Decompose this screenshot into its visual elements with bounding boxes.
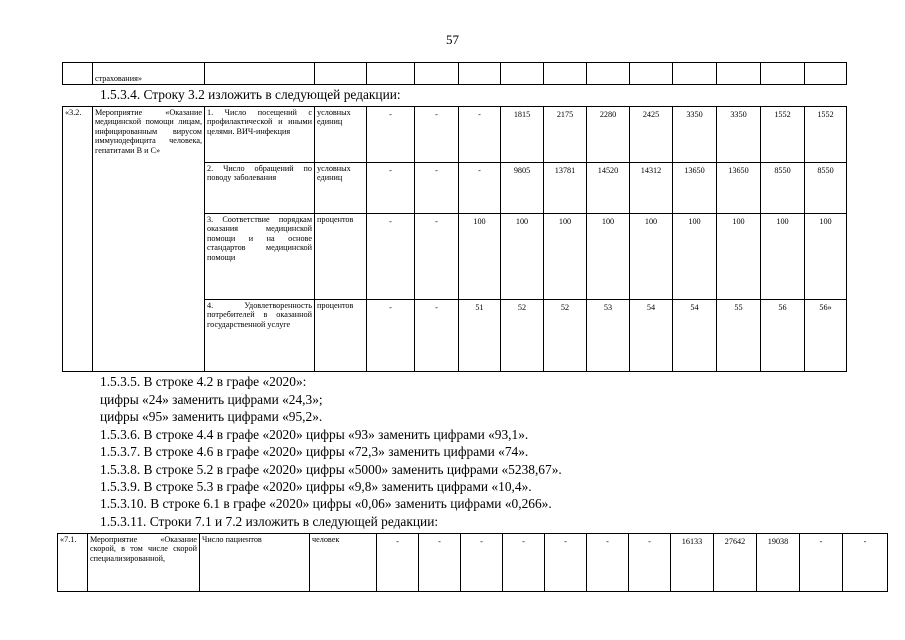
value-cell: - bbox=[545, 534, 587, 592]
value-cell: 100 bbox=[761, 214, 805, 300]
value-cell: 56 bbox=[761, 300, 805, 372]
unit-cell: условных единиц bbox=[315, 107, 367, 163]
value-cell: 52 bbox=[544, 300, 587, 372]
value-cell: 100 bbox=[805, 214, 847, 300]
event-name: Мероприятие «Оказание скорой, в том числе скорой специализированной, bbox=[88, 534, 200, 592]
value-cell: 100 bbox=[630, 214, 673, 300]
value-cell: 9805 bbox=[501, 163, 544, 214]
value-cell: 14312 bbox=[630, 163, 673, 214]
paragraph: 1.5.3.11. Строки 7.1 и 7.2 изложить в следующей редакции: bbox=[100, 514, 439, 529]
value-cell: - bbox=[367, 163, 415, 214]
value-cell: - bbox=[800, 534, 843, 592]
value-cell: 100 bbox=[544, 214, 587, 300]
paragraph: 1.5.3.10. В строке 6.1 в графе «2020» цифры «0,06» заменить цифрами «0,266». bbox=[100, 496, 552, 511]
value-cell: 8550 bbox=[805, 163, 847, 214]
value-cell: 1552 bbox=[761, 107, 805, 163]
table-row bbox=[63, 63, 847, 85]
row-code: «7.1. bbox=[58, 534, 88, 592]
value-cell: 52 bbox=[501, 300, 544, 372]
value-cell: 54 bbox=[673, 300, 717, 372]
table-7-1 bbox=[57, 533, 888, 592]
table-row bbox=[63, 107, 847, 163]
value-cell: - bbox=[415, 214, 459, 300]
value-cell: 56» bbox=[805, 300, 847, 372]
paragraph: цифры «95» заменить цифрами «95,2». bbox=[100, 409, 323, 424]
table-3-2 bbox=[62, 106, 847, 372]
value-cell: - bbox=[415, 107, 459, 163]
row-code: «3.2. bbox=[63, 107, 93, 372]
top-table-fragment bbox=[62, 62, 847, 85]
value-cell: - bbox=[503, 534, 545, 592]
value-cell: 2175 bbox=[544, 107, 587, 163]
value-cell: 100 bbox=[673, 214, 717, 300]
paragraph: 1.5.3.6. В строке 4.4 в графе «2020» цифры «93» заменить цифрами «93,1». bbox=[100, 427, 529, 442]
value-cell: - bbox=[459, 107, 501, 163]
value-cell: - bbox=[459, 163, 501, 214]
table-row bbox=[58, 534, 888, 592]
value-cell: 2280 bbox=[587, 107, 630, 163]
value-cell: 51 bbox=[459, 300, 501, 372]
indicator-cell: 3. Соответствие порядкам оказания медицинской помощи и на основе стандартов медицинской помощи bbox=[205, 214, 315, 300]
indicator-cell: 2. Число обращений по поводу заболевания bbox=[205, 163, 315, 214]
unit-cell: процентов bbox=[315, 214, 367, 300]
value-cell: 27642 bbox=[714, 534, 757, 592]
value-cell: 100 bbox=[501, 214, 544, 300]
value-cell: - bbox=[367, 300, 415, 372]
value-cell: - bbox=[367, 214, 415, 300]
unit-cell: процентов bbox=[315, 300, 367, 372]
value-cell: - bbox=[843, 534, 888, 592]
value-cell: 16133 bbox=[671, 534, 714, 592]
value-cell: - bbox=[419, 534, 461, 592]
value-cell: - bbox=[377, 534, 419, 592]
unit-cell: условных единиц bbox=[315, 163, 367, 214]
event-name: Мероприятие «Оказание медицинской помощи лицам, инфицированным вирусом иммунодефицита человека, гепатитами В и С» bbox=[93, 107, 205, 372]
table-cell: страхования» bbox=[93, 63, 205, 85]
value-cell: 14520 bbox=[587, 163, 630, 214]
value-cell: - bbox=[461, 534, 503, 592]
value-cell: - bbox=[415, 163, 459, 214]
paragraph: 1.5.3.7. В строке 4.6 в графе «2020» цифры «72,3» заменить цифрами «74». bbox=[100, 444, 529, 459]
value-cell: 3350 bbox=[717, 107, 761, 163]
paragraph: 1.5.3.8. В строке 5.2 в графе «2020» цифры «5000» заменить цифрами «5238,67». bbox=[100, 462, 562, 477]
paragraph: цифры «24» заменить цифрами «24,3»; bbox=[100, 392, 323, 407]
value-cell: 13781 bbox=[544, 163, 587, 214]
value-cell: - bbox=[629, 534, 671, 592]
indicator-cell: 1. Число посещений с профилактической и иными целями. ВИЧ-инфекция bbox=[205, 107, 315, 163]
value-cell: 13650 bbox=[673, 163, 717, 214]
unit-cell: человек bbox=[310, 534, 377, 592]
value-cell: 13650 bbox=[717, 163, 761, 214]
page-number: 57 bbox=[446, 32, 459, 47]
value-cell: 3350 bbox=[673, 107, 717, 163]
value-cell: 1552 bbox=[805, 107, 847, 163]
indicator-cell: 4. Удовлетворенность потребителей в оказанной государственной услуге bbox=[205, 300, 315, 372]
value-cell: 8550 bbox=[761, 163, 805, 214]
value-cell: 55 bbox=[717, 300, 761, 372]
value-cell: 100 bbox=[459, 214, 501, 300]
value-cell: 2425 bbox=[630, 107, 673, 163]
paragraph: 1.5.3.9. В строке 5.3 в графе «2020» цифры «9,8» заменить цифрами «10,4». bbox=[100, 479, 532, 494]
value-cell: 100 bbox=[717, 214, 761, 300]
value-cell: - bbox=[367, 107, 415, 163]
paragraph: 1.5.3.5. В строке 4.2 в графе «2020»: bbox=[100, 374, 307, 389]
value-cell: 1815 bbox=[501, 107, 544, 163]
value-cell: 19038 bbox=[757, 534, 800, 592]
indicator-cell: Число пациентов bbox=[200, 534, 310, 592]
paragraph: 1.5.3.4. Строку 3.2 изложить в следующей редакции: bbox=[100, 87, 401, 102]
value-cell: 100 bbox=[587, 214, 630, 300]
value-cell: - bbox=[587, 534, 629, 592]
value-cell: 53 bbox=[587, 300, 630, 372]
value-cell: 54 bbox=[630, 300, 673, 372]
value-cell: - bbox=[415, 300, 459, 372]
